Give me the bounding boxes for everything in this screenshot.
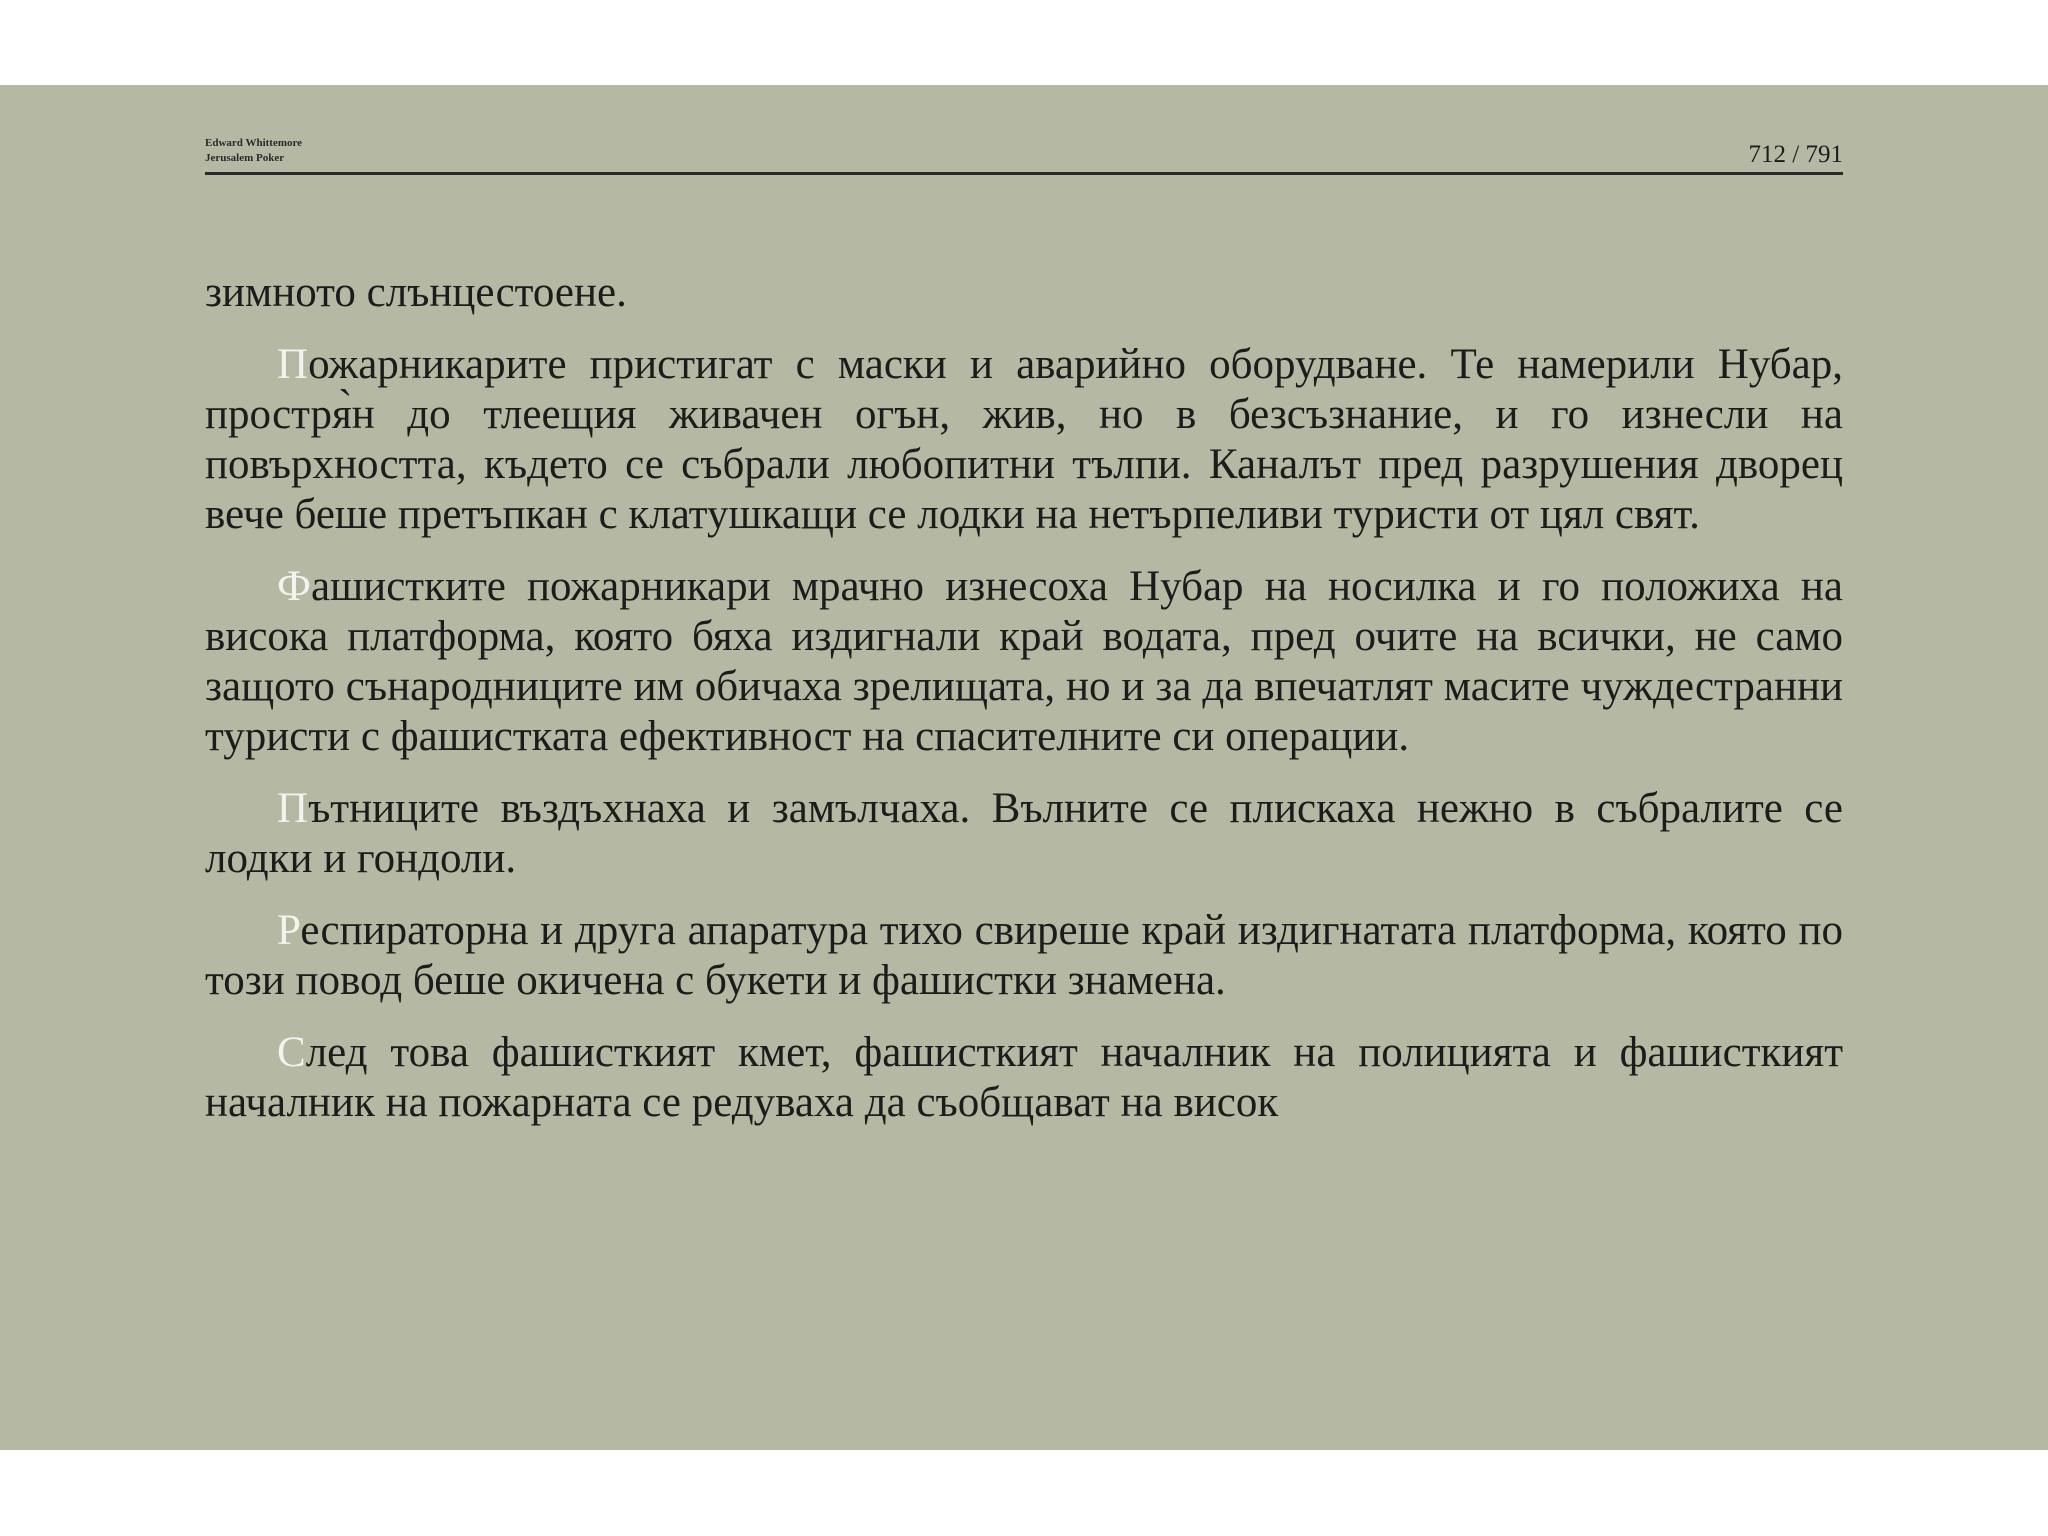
drop-initial: П	[277, 785, 309, 832]
drop-initial: П	[277, 341, 309, 388]
paragraph-text: ашистките пожарникари мрачно изнесоха Нубар на носилка и го положиха на висока платформа, която бяха издигнали край водата, пред очите на всички, не само защото сънародниците им обичаха зрелищата, но и за да впечатлят масите чуждестранни туристи с фашистката ефективност на спасителните си операции.	[205, 563, 1843, 760]
paragraph-text: ътниците въздъхнаха и замълчаха. Вълните се плискаха нежно в събралите се лодки и гондоли.	[205, 785, 1843, 882]
page-header	[205, 136, 1843, 175]
drop-initial: Р	[277, 907, 301, 954]
page-number: 712 / 791	[1748, 141, 1843, 168]
paragraph	[205, 906, 1843, 1006]
drop-initial: С	[277, 1029, 306, 1076]
paragraph	[205, 340, 1843, 540]
paragraph-text: зимното слънцестоене.	[205, 269, 627, 316]
paragraph-text: еспираторна и друга апаратура тихо свиреше край издигнатата платформа, която по този повод беше окичена с букети и фашистки знамена.	[205, 907, 1843, 1004]
drop-initial: Ф	[277, 563, 311, 610]
book-author: Edward Whittemore	[205, 137, 303, 149]
book-info	[205, 136, 302, 166]
paragraph-text: лед това фашисткият кмет, фашисткият началник на полицията и фашисткият началник на пожарната се редуваха да съобщават на висок	[205, 1029, 1843, 1126]
book-text	[205, 268, 1843, 1150]
paragraph	[205, 562, 1843, 762]
paragraph	[205, 784, 1843, 884]
paragraph	[205, 268, 1843, 318]
paragraph-text: ожарникарите пристигат с маски и аварийно оборудване. Те намерили Нубар, простря̀н до тлеещия живачен огън, жив, но в безсъзнание, и го изнесли на повърхността, където се събрали любопитни тълпи. Каналът пред разрушения дворец вече беше претъпкан с клатушкащи се лодки на нетърпеливи туристи от цял свят.	[205, 341, 1843, 538]
book-title: Jerusalem Poker	[205, 152, 285, 164]
paragraph	[205, 1028, 1843, 1128]
